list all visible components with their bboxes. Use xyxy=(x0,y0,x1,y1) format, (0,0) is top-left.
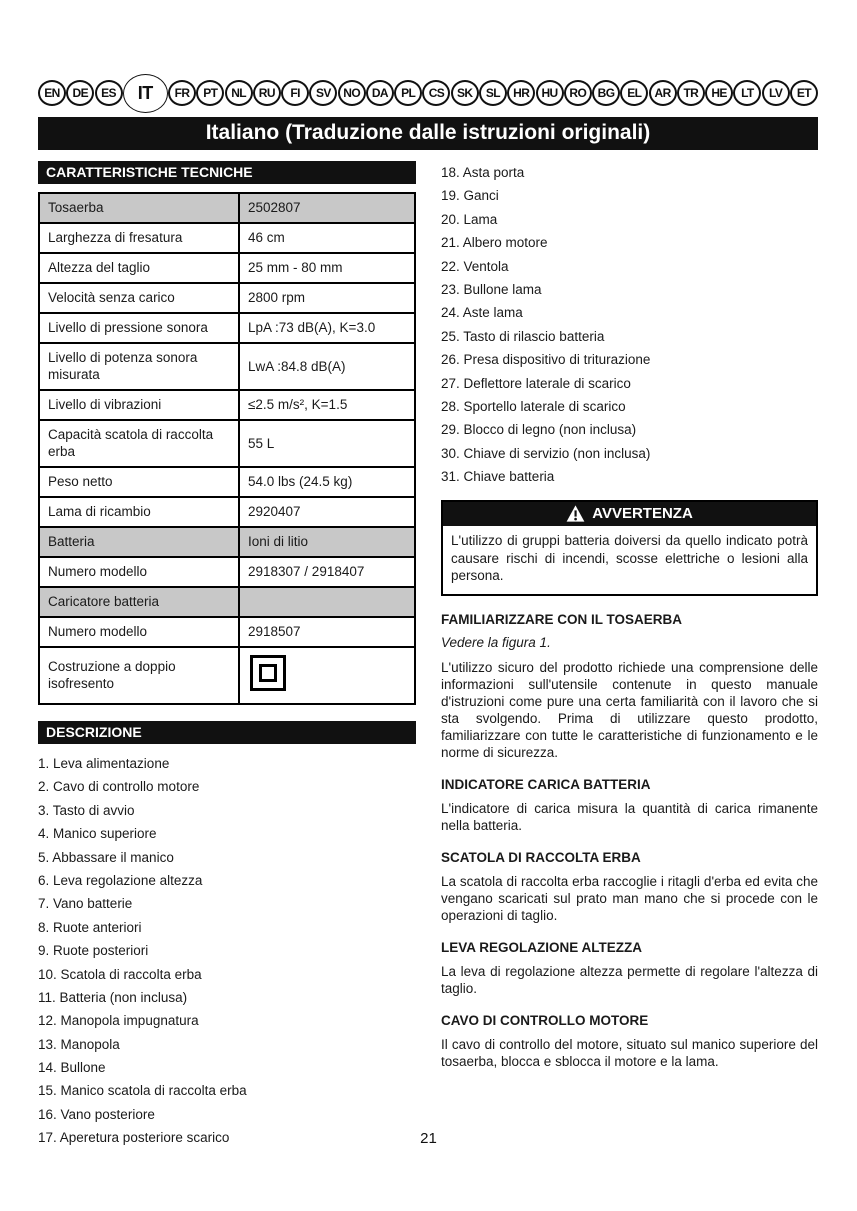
spec-label: Larghezza di fresatura xyxy=(39,223,239,253)
section-heading: LEVA REGOLAZIONE ALTEZZA xyxy=(441,939,642,955)
list-item: 10. Scatola di raccolta erba xyxy=(38,966,202,982)
section-heading: INDICATORE CARICA BATTERIA xyxy=(441,776,651,792)
spec-value xyxy=(239,253,415,283)
list-item: 16. Vano posteriore xyxy=(38,1106,155,1122)
spec-label: Numero modello xyxy=(39,557,239,587)
spec-value-text: 2800 rpm xyxy=(248,290,306,305)
spec-value xyxy=(239,223,415,253)
list-item: 25. Tasto di rilascio batteria xyxy=(441,328,605,344)
list-item: 30. Chiave di servizio (non inclusa) xyxy=(441,445,651,461)
spec-row xyxy=(39,283,415,313)
language-pill: TR xyxy=(677,80,705,106)
language-pill: HE xyxy=(705,80,733,106)
language-pill: PT xyxy=(196,80,224,106)
double-insulation-icon xyxy=(250,655,286,691)
warning-header xyxy=(443,502,816,526)
section-heading: CAVO DI CONTROLLO MOTORE xyxy=(441,1012,649,1028)
spec-label: Capacità scatola di raccolta erba xyxy=(39,420,239,467)
list-item: 2. Cavo di controllo motore xyxy=(38,779,200,795)
spec-label: Velocità senza carico xyxy=(39,283,239,313)
spec-label: Caricatore batteria xyxy=(39,587,239,617)
section-body: L'indicatore di carica misura la quantità di carica rimanente nella batteria. xyxy=(441,800,818,833)
language-pill: SK xyxy=(451,80,479,106)
left-column xyxy=(38,161,416,1153)
list-item: 9. Ruote posteriori xyxy=(38,943,149,959)
list-item: 28. Sportello laterale di scarico xyxy=(441,398,626,414)
section-body: La leva di regolazione altezza permette di regolare l'altezza di taglio. xyxy=(441,963,818,996)
info-section xyxy=(441,850,818,924)
spec-value-text: LpA :73 dB(A), K=3.0 xyxy=(248,320,376,335)
spec-value xyxy=(239,647,415,704)
section-note: Vedere la figura 1. xyxy=(441,634,551,650)
language-pill: IT xyxy=(123,74,168,113)
list-item: 4. Manico superiore xyxy=(38,826,157,842)
spec-value xyxy=(239,557,415,587)
list-item: 27. Deflettore laterale di scarico xyxy=(441,375,631,391)
list-item: 24. Aste lama xyxy=(441,305,523,321)
language-pill: NL xyxy=(225,80,253,106)
spec-value-text: 55 L xyxy=(248,435,275,451)
list-item: 26. Presa dispositivo di triturazione xyxy=(441,352,651,368)
spec-value xyxy=(239,390,415,420)
spec-label: Livello di pressione sonora xyxy=(39,313,239,343)
spec-value xyxy=(239,343,415,390)
language-pill: RO xyxy=(564,80,592,106)
list-item: 23. Bullone lama xyxy=(441,281,542,297)
section-heading: SCATOLA DI RACCOLTA ERBA xyxy=(441,849,641,865)
spec-row xyxy=(39,527,415,557)
spec-value-text: LwA :84.8 dB(A) xyxy=(248,358,346,374)
spec-value-text: 2920407 xyxy=(248,504,301,519)
spec-row xyxy=(39,390,415,420)
warning-title: AVVERTENZA xyxy=(592,505,693,523)
spec-label: Tosaerba xyxy=(39,193,239,223)
list-item: 13. Manopola xyxy=(38,1036,120,1052)
spec-value-text: Ioni di litio xyxy=(248,534,309,549)
language-pill: ES xyxy=(95,80,123,106)
language-pill: FR xyxy=(168,80,196,106)
specs-table xyxy=(38,192,416,705)
list-item: 11. Batteria (non inclusa) xyxy=(38,989,188,1005)
language-pill: DE xyxy=(66,80,94,106)
language-pill: SV xyxy=(309,80,337,106)
spec-value xyxy=(239,313,415,343)
info-sections xyxy=(441,612,818,1070)
section-body: La scatola di raccolta erba raccoglie i ritagli d'erba ed evita che vengano scaricati sul prato man mano che si procede con le operazioni di taglio. xyxy=(441,873,818,923)
info-section xyxy=(441,777,818,834)
language-pill: AR xyxy=(649,80,677,106)
spec-value xyxy=(239,193,415,223)
language-bar xyxy=(38,72,818,114)
list-item: 1. Leva alimentazione xyxy=(38,756,170,771)
page-title: Italiano (Traduzione dalle istruzioni originali) xyxy=(38,117,818,150)
spec-label: Livello di potenza sonora misurata xyxy=(39,343,239,390)
spec-row xyxy=(39,497,415,527)
spec-row xyxy=(39,587,415,617)
language-pill: FI xyxy=(281,80,309,106)
specs-section-header: CARATTERISTICHE TECNICHE xyxy=(38,161,416,184)
language-pill: BG xyxy=(592,80,620,106)
language-pill: SL xyxy=(479,80,507,106)
language-pill: DA xyxy=(366,80,394,106)
spec-row xyxy=(39,223,415,253)
spec-row xyxy=(39,647,415,704)
two-column-layout xyxy=(38,161,818,1153)
page-number: 21 xyxy=(420,1130,437,1147)
language-pill: NO xyxy=(338,80,366,106)
section-body: Il cavo di controllo del motore, situato sul manico superiore del tosaerba, blocca e sblocca il motore e la lama. xyxy=(441,1036,818,1069)
spec-value xyxy=(239,467,415,497)
list-item: 21. Albero motore xyxy=(441,235,548,251)
spec-value xyxy=(239,617,415,647)
list-item: 19. Ganci xyxy=(441,188,499,204)
description-section-header: DESCRIZIONE xyxy=(38,721,416,744)
language-pill: LV xyxy=(762,80,790,106)
info-section xyxy=(441,1013,818,1070)
spec-row xyxy=(39,420,415,467)
spec-value-text: 46 cm xyxy=(248,230,285,245)
spec-value xyxy=(239,527,415,557)
language-pill: RU xyxy=(253,80,281,106)
description-list-right xyxy=(441,164,818,485)
spec-value xyxy=(239,283,415,313)
spec-row xyxy=(39,467,415,497)
spec-label: Costruzione a doppio isofresento xyxy=(39,647,239,704)
spec-value-text: 54.0 lbs (24.5 kg) xyxy=(248,474,353,489)
language-pill: LT xyxy=(733,80,761,106)
language-pill: CS xyxy=(422,80,450,106)
list-item: 6. Leva regolazione altezza xyxy=(38,872,203,888)
list-item: 7. Vano batterie xyxy=(38,896,133,912)
section-body: L'utilizzo sicuro del prodotto richiede una comprensione delle informazioni sull'utensile contenute in questo manuale d'istruzioni come pure una certa familiarità con il lavoro che si sta svolgendo. Prima di utilizzare questo prodotto, familiarizzare con tutte le caratteristiche di funzionamento e le norme di sicurezza. xyxy=(441,659,818,760)
spec-label: Livello di vibrazioni xyxy=(39,390,239,420)
info-section xyxy=(441,612,818,761)
list-item: 14. Bullone xyxy=(38,1060,106,1076)
spec-label: Peso netto xyxy=(39,467,239,497)
specs-table-body xyxy=(39,193,415,704)
spec-label: Batteria xyxy=(39,527,239,557)
list-item: 31. Chiave batteria xyxy=(441,469,555,485)
list-item: 18. Asta porta xyxy=(441,165,525,180)
list-item: 29. Blocco di legno (non inclusa) xyxy=(441,422,637,438)
warning-body: L'utilizzo di gruppi batteria doiversi da quello indicato potrà causare rischi di incendi, scosse elettriche o lesioni alla persona. xyxy=(451,533,808,584)
spec-value-text: 2918507 xyxy=(248,624,301,639)
spec-value xyxy=(239,497,415,527)
language-pill: HR xyxy=(507,80,535,106)
spec-value-text: ≤2.5 m/s², K=1.5 xyxy=(248,397,348,412)
language-pill: EL xyxy=(620,80,648,106)
warning-triangle-icon xyxy=(566,505,585,522)
spec-label: Numero modello xyxy=(39,617,239,647)
info-section xyxy=(441,940,818,997)
language-pill: EN xyxy=(38,80,66,106)
spec-value xyxy=(239,587,415,617)
language-pill: ET xyxy=(790,80,818,106)
list-item: 3. Tasto di avvio xyxy=(38,802,135,818)
spec-row xyxy=(39,253,415,283)
spec-row xyxy=(39,193,415,223)
manual-page xyxy=(38,72,818,1153)
description-list-left xyxy=(38,755,416,1146)
spec-value xyxy=(239,420,415,467)
spec-value-text: 25 mm - 80 mm xyxy=(248,260,343,275)
spec-row xyxy=(39,617,415,647)
spec-label: Lama di ricambio xyxy=(39,497,239,527)
list-item: 15. Manico scatola di raccolta erba xyxy=(38,1083,247,1099)
language-pill: PL xyxy=(394,80,422,106)
list-item: 22. Ventola xyxy=(441,258,509,274)
list-item: 17. Aperetura posteriore scarico xyxy=(38,1130,230,1146)
section-heading: FAMILIARIZZARE CON IL TOSAERBA xyxy=(441,611,683,627)
language-pill: HU xyxy=(536,80,564,106)
spec-row xyxy=(39,313,415,343)
warning-box xyxy=(441,500,818,596)
right-column xyxy=(441,161,818,1153)
list-item: 12. Manopola impugnatura xyxy=(38,1013,199,1029)
spec-row xyxy=(39,343,415,390)
spec-value-text: 2918307 / 2918407 xyxy=(248,564,365,579)
spec-label: Altezza del taglio xyxy=(39,253,239,283)
spec-row xyxy=(39,557,415,587)
list-item: 8. Ruote anteriori xyxy=(38,919,142,935)
list-item: 5. Abbassare il manico xyxy=(38,849,174,865)
list-item: 20. Lama xyxy=(441,211,498,227)
spec-value-text: 2502807 xyxy=(248,200,301,215)
